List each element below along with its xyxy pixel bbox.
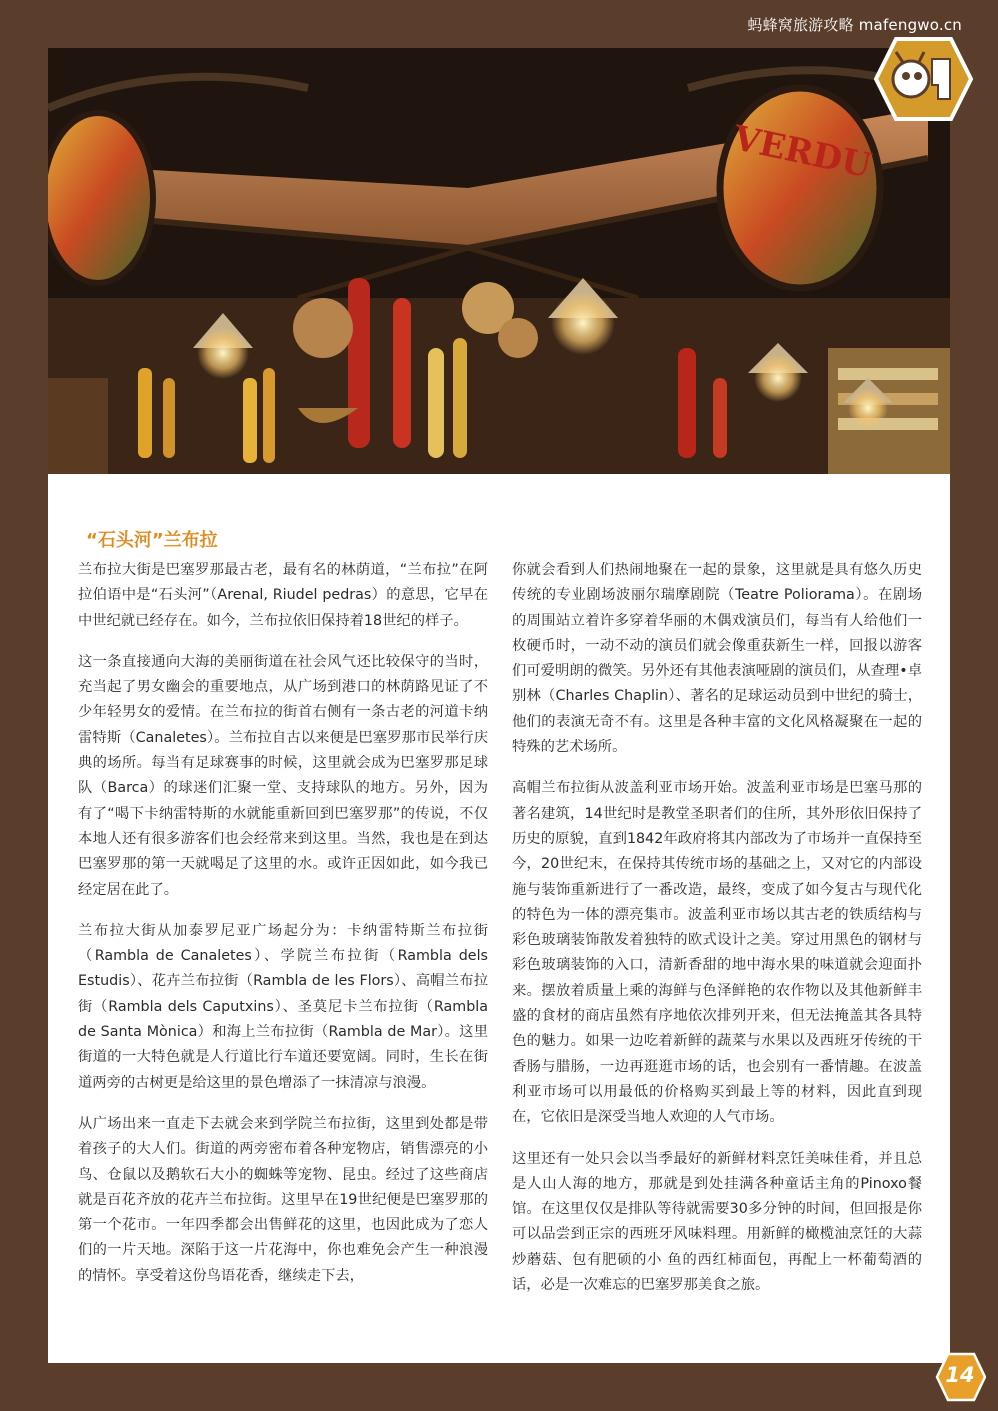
market-illustration xyxy=(48,48,950,474)
market-photo xyxy=(48,48,950,474)
site-label: 蚂蜂窝旅游攻略 mafengwo.cn xyxy=(747,16,962,34)
sign-text: VERDU xyxy=(729,118,875,187)
header-bar xyxy=(0,0,998,48)
page-number-badge xyxy=(934,1352,986,1402)
paragraph: 兰布拉大街从加泰罗尼亚广场起分为：卡纳雷特斯兰布拉街（Rambla de Canaletes）、学院兰布拉街（Rambla dels Estudis）、花卉兰布拉街（Rambla de les Flors）、高帽兰布拉街（Rambla dels Caputxins）、圣莫尼卡兰布拉街（Rambla de Santa Mònica）和海上兰布拉街（Rambla de Mar）。这里街道的一大特色就是人行道比行车道还要宽阔。同时，生长在街道两旁的古树更是给这里的景色增添了一抹清凉与浪漫。 xyxy=(78,922,488,1091)
bee-logo-icon xyxy=(866,34,976,124)
left-column xyxy=(78,558,488,1305)
paragraph: 从广场出来一直走下去就会来到学院兰布拉街，这里到处都是带着孩子的大人们。街道的两旁密布着各种宠物店，销售漂亮的小鸟、仓鼠以及鹅软石大小的蜘蛛等宠物、昆虫。经过了这些商店就是百花齐放的花卉兰布拉街。这里早在19世纪便是巴塞罗那的第一个花市。一年四季都会出售鲜花的这里，也因此成为了恋人们的一片天地。深陷于这一片花海中，你也难免会产生一种浪漫的情怀。享受着这份鸟语花香，继续走下去， xyxy=(78,1115,488,1284)
mafengwo-logo xyxy=(866,34,976,124)
paragraph: 兰布拉大街是巴塞罗那最古老，最有名的林荫道，“兰布拉”在阿拉伯语中是“石头河”（Arenal, Riudel pedras）的意思，它早在中世纪就已经存在。如今，兰布拉依旧保持着18世纪的样子。 xyxy=(78,562,488,629)
paragraph: 高帽兰布拉街从波盖利亚市场开始。波盖利亚市场是巴塞马那的著名建筑，14世纪时是教堂圣职者们的住所，其外形依旧保持了历史的原貌，直到1842年政府将其内部改为了市场并一直保持至今，20世纪末，在保持其传统市场的基础之上，又对它的内部设施与装饰重新进行了一番改造，最终，变成了如今复古与现代化的特色为一体的漂亮集市。波盖利亚市场以其古老的铁质结构与彩色玻璃装饰散发着独特的欧式设计之美。穿过用黑色的钢材与彩色玻璃装饰的入口，清新香甜的地中海水果的味道就会迎面扑来。摆放着质量上乘的海鲜与色泽鲜艳的农作物以及其他新鲜丰盛的食材的商店虽然有序地依次排列开来，但无法掩盖其各具特色的魅力。如果一边吃着新鲜的蔬菜与水果以及西班牙传统的干香肠与腊肠，一边再逛逛市场的话，也会别有一番情趣。在波盖利亚市场可以用最低的价格购买到最上等的材料，因此直到现在，它依旧是深受当地人欢迎的人气市场。 xyxy=(512,780,922,1126)
paragraph: 这一条直接通向大海的美丽街道在社会风气还比较保守的当时，充当起了男女幽会的重要地点，从广场到港口的林荫路见证了不少年轻男女的爱情。在兰布拉的街首右侧有一条古老的河道卡纳雷特斯（Canaletes）。兰布拉自古以来便是巴塞罗那市民举行庆典的场所。每当有足球赛事的时候，这里就会成为巴塞罗那足球队（Barca）的球迷们汇聚一堂、支持球队的地方。另外，因为有了“喝下卡纳雷特斯的水就能重新回到巴塞罗那”的传说，不仅本地人还有很多游客们也会经常来到这里。当然，我也是在到达巴塞罗那的第一天就喝足了这里的水。或许正因如此，如今我已经定居在此了。 xyxy=(78,653,488,898)
article-sheet xyxy=(48,474,950,1363)
section-title: “石头河”兰布拉 xyxy=(86,530,218,551)
right-column xyxy=(512,558,922,1314)
paragraph: 这里还有一处只会以当季最好的新鲜材料烹饪美味佳肴，并且总是人山人海的地方，那就是到处挂满各种童话主角的Pinoxo餐馆。在这里仅仅是排队等待就需要30多分钟的时间，但回报是你可以品尝到正宗的西班牙风味料理。用新鲜的橄榄油烹饪的大蒜炒蘑菇、包有肥硕的小 鱼的西红柿面包，再配上一杯葡萄酒的话，必是一次难忘的巴塞罗那美食之旅。 xyxy=(512,1150,922,1294)
page-number: 14 xyxy=(945,1363,975,1387)
paragraph: 你就会看到人们热闹地聚在一起的景象，这里就是具有悠久历史传统的专业剧场波丽尔瑞摩剧院（Teatre Poliorama）。在剧场的周围站立着许多穿着华丽的木偶戏演员们，每当有人给他们一枚硬币时，一动不动的演员们就会像重获新生一样，回报以游客们可爱明朗的微笑。另外还有其他表演哑剧的演员们，从查理•卓别林（Charles Chaplin）、著名的足球运动员到中世纪的骑士，他们的表演无奇不有。这里是各种丰富的文化风格凝聚在一起的特殊的艺术场所。 xyxy=(512,562,922,756)
